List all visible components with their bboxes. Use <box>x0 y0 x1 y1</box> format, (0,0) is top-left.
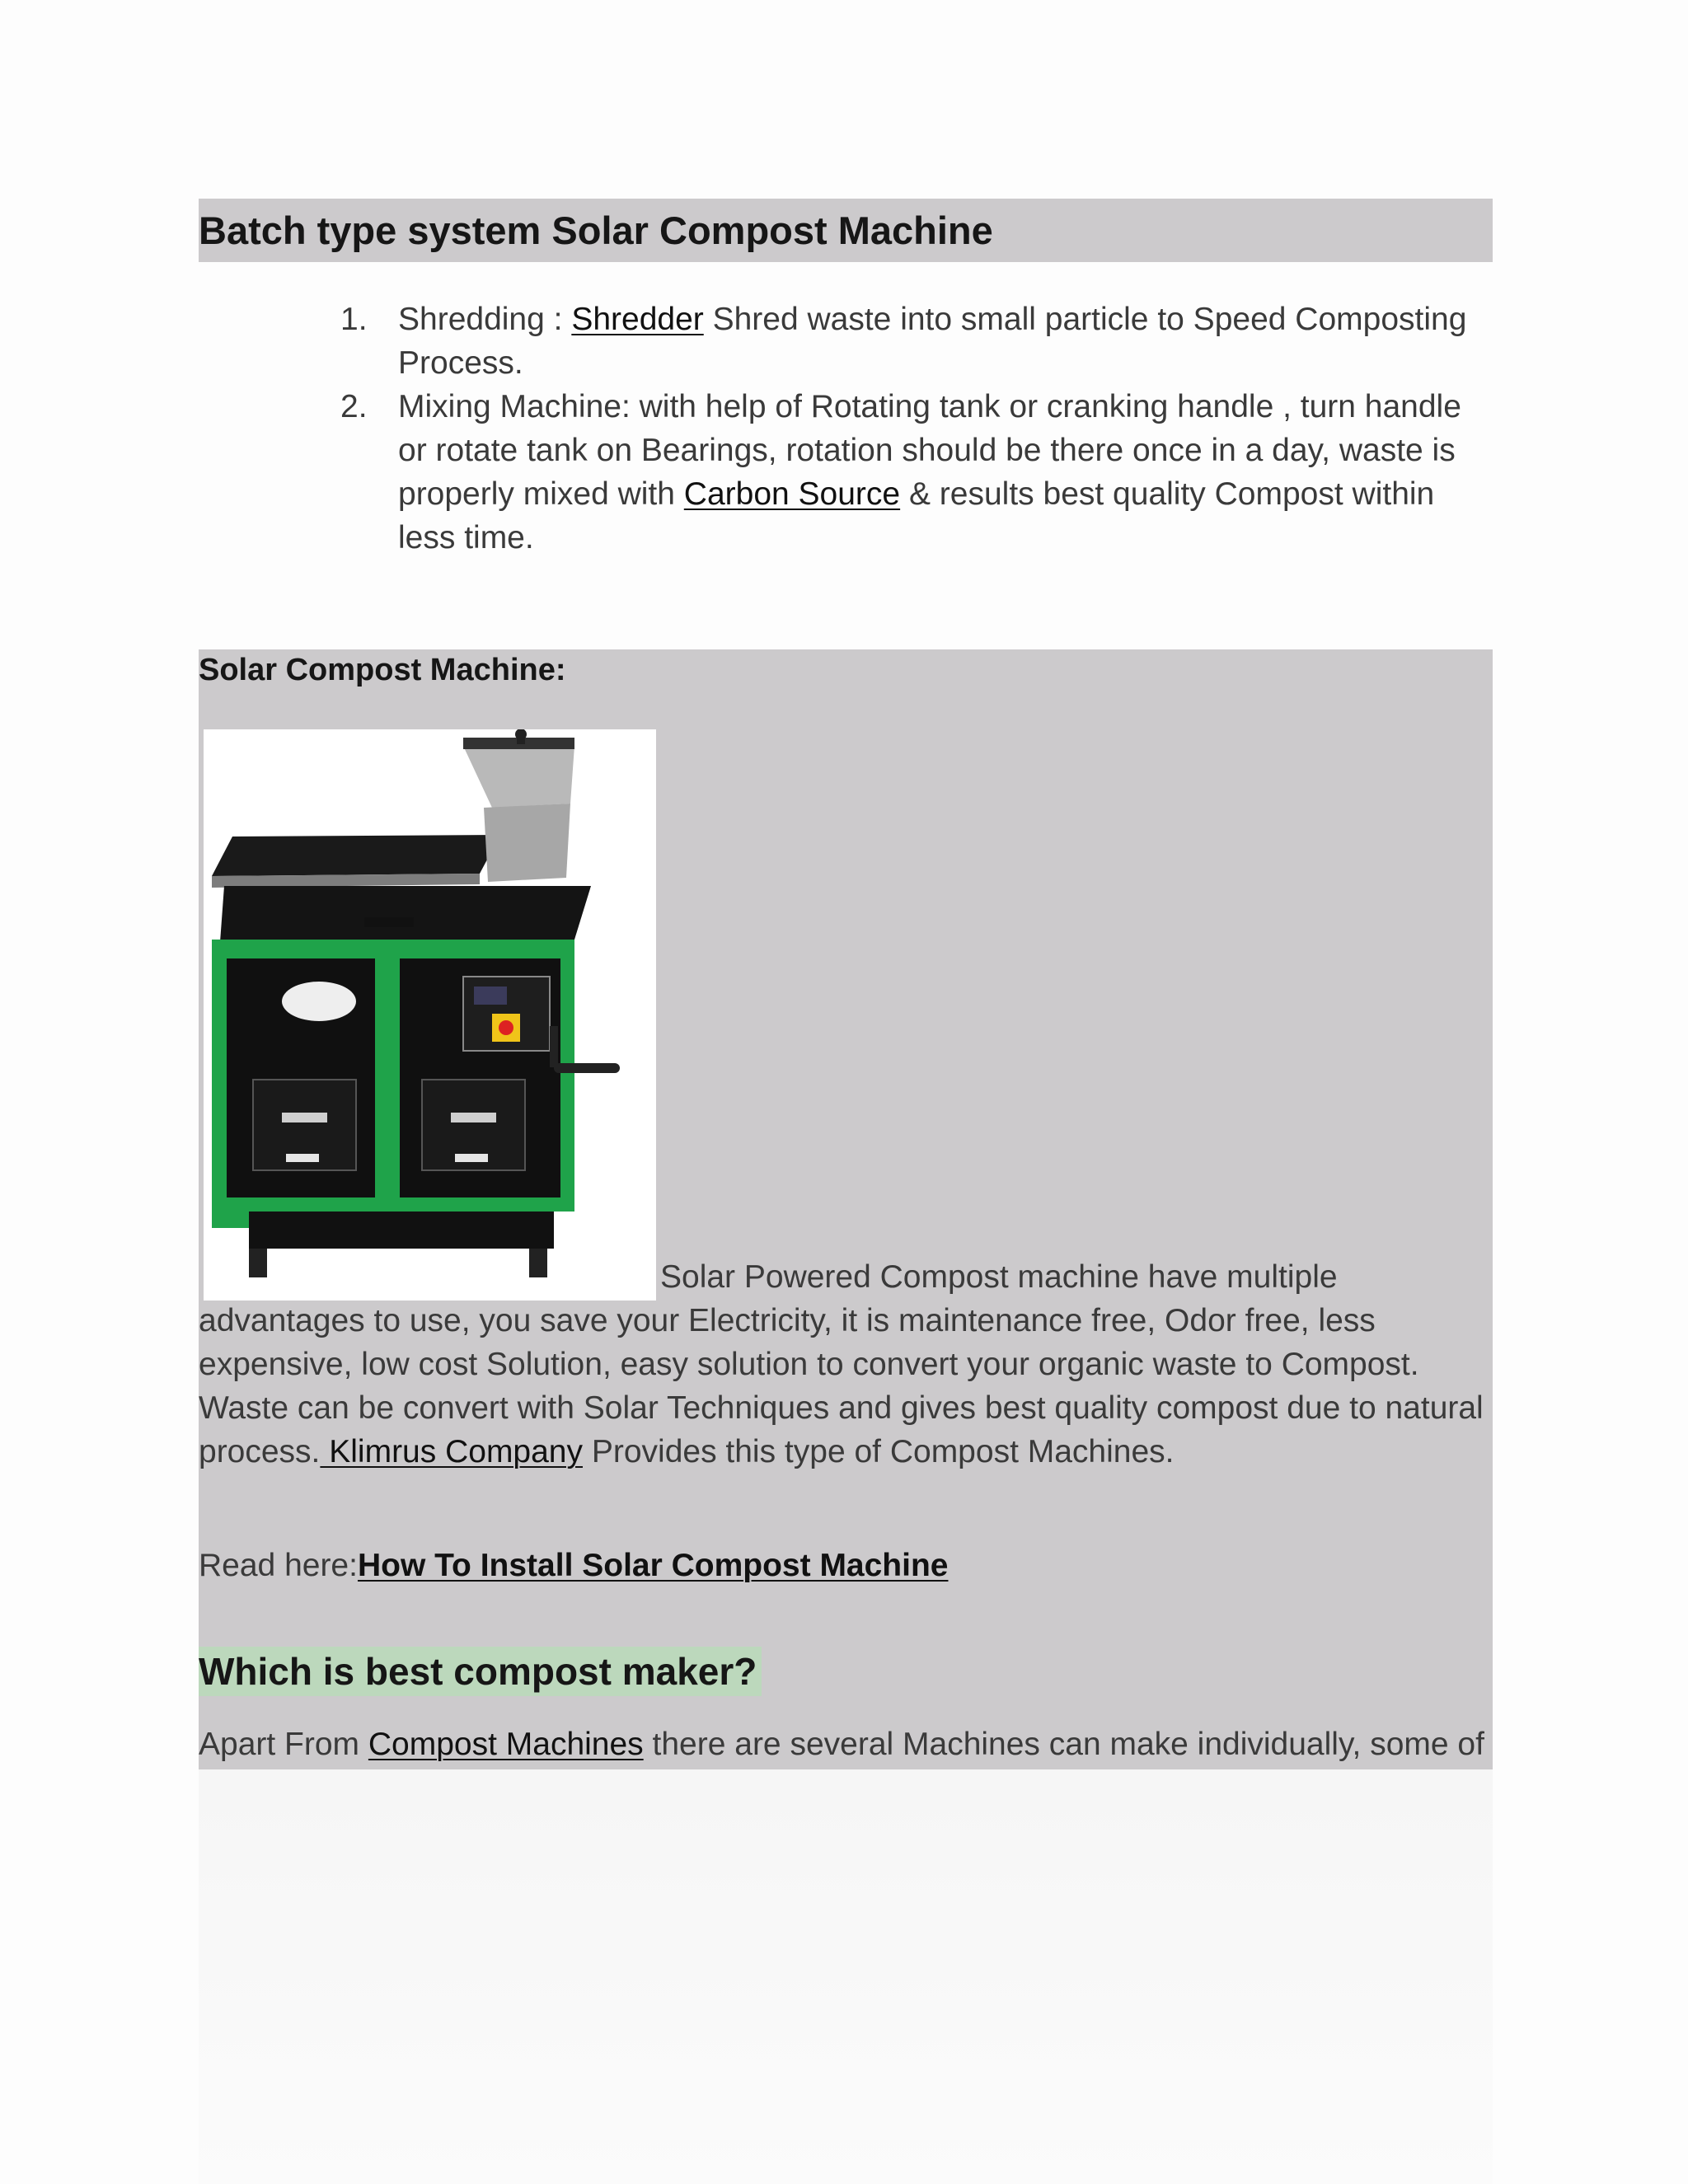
step-text-post: & results best quality Compost within less time. <box>398 476 1435 555</box>
klimrus-company-link[interactable]: Klimrus Company <box>320 1434 583 1469</box>
read-here-line <box>199 1544 948 1587</box>
page-bottom-fade <box>199 1769 1493 2184</box>
step-text-post: Shred waste into small particle to Speed Composting Process. <box>398 302 1467 381</box>
read-prefix: Read here: <box>199 1548 358 1583</box>
document-content <box>199 199 1493 1762</box>
para2-text-post: there are several Machines can make individually, some of <box>652 1727 1484 1762</box>
section-label: Solar Compost Machine: <box>199 653 566 687</box>
para-text-pre: Solar Powered Compost machine have multiple advantages to use, you save your Electricity, it is maintenance free, Odor free, less expensive, low cost Solution, easy solution to convert your organic waste to Compost. Waste can be convert with Solar Techniques and gives best quality compost due to natural process. <box>199 1259 1484 1469</box>
solar-paragraph <box>199 1255 1493 1474</box>
install-guide-link[interactable]: How To Install Solar Compost Machine <box>357 1548 949 1583</box>
list-text <box>398 385 1493 560</box>
shredder-link[interactable]: Shredder <box>571 302 704 337</box>
para-text-post: Provides this type of Compost Machines. <box>583 1434 1175 1469</box>
compost-machine-image <box>204 729 656 1301</box>
step-text-pre: Shredding : <box>398 302 572 337</box>
compost-machines-link[interactable]: Compost Machines <box>368 1727 644 1762</box>
list-number: 1. <box>340 302 368 337</box>
page-title: Batch type system Solar Compost Machine <box>199 199 1493 262</box>
step-text-pre: Mixing Machine: with help of Rotating tank or cranking handle , turn handle or rotate tank on Bearings, rotation should be there once in a day, waste is properly mixed with <box>398 389 1461 512</box>
section-heading: Which is best compost maker? <box>199 1647 762 1696</box>
list-text <box>398 298 1493 385</box>
para2-text-pre: Apart From <box>199 1727 368 1762</box>
list-item <box>340 298 1493 385</box>
list-item <box>340 385 1493 560</box>
steps-list <box>340 298 1493 560</box>
carbon-source-link[interactable]: Carbon Source <box>683 476 901 512</box>
list-number: 2. <box>340 389 368 424</box>
